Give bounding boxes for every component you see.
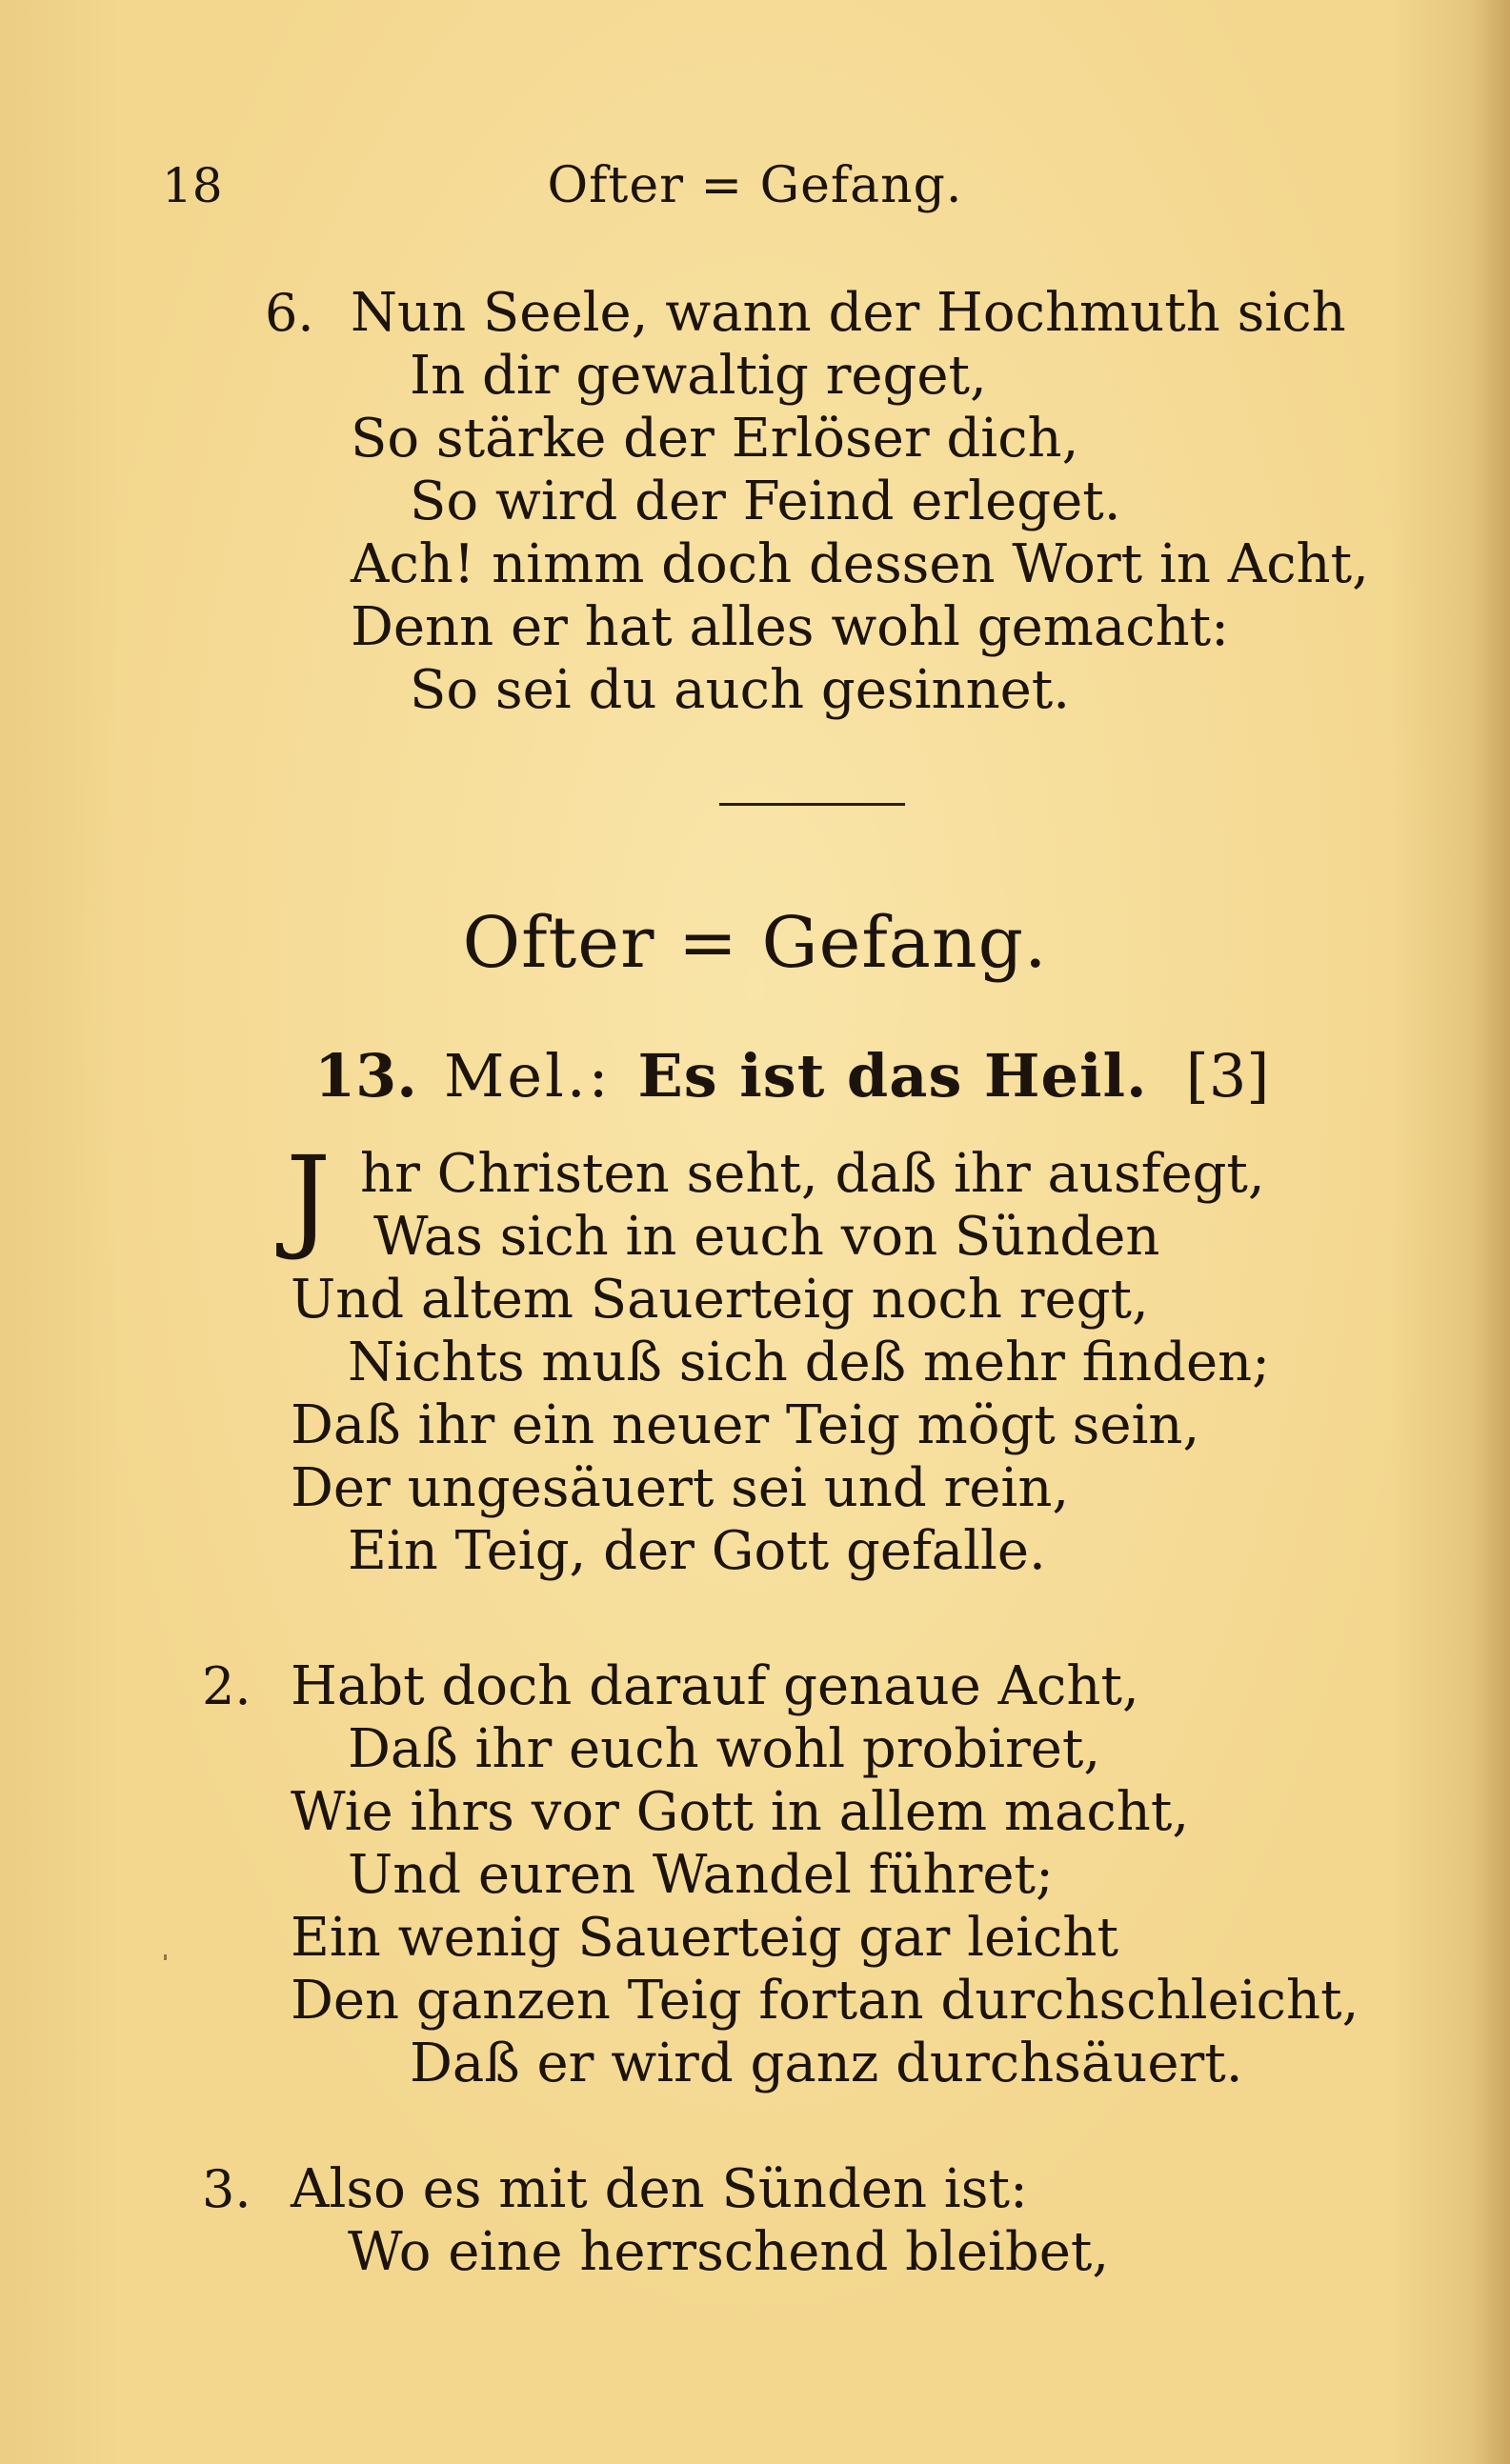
running-head: [162, 152, 1348, 219]
stanza-number: 3.: [202, 2159, 252, 2219]
print-speck: [164, 1954, 167, 1960]
verse-line: In dir gewaltig reget,: [410, 345, 987, 407]
page-edge-shadow: [1472, 0, 1510, 2464]
melody-tune: Es ist das Heil.: [637, 1041, 1148, 1111]
verse-line: Ein wenig Sauerteig gar leicht: [291, 1907, 1118, 1969]
section-divider: [719, 803, 905, 806]
verse-line: Wie ihrs vor Gott in allem macht,: [291, 1781, 1190, 1843]
verse-line: Nun Seele, wann der Hochmuth sich: [351, 282, 1346, 344]
verse-line: So stärke der Erlöser dich,: [351, 408, 1079, 470]
stanza-number: 6.: [265, 283, 314, 343]
verse-line: Daß ihr ein neuer Teig mögt sein,: [291, 1394, 1200, 1456]
verse-line: Ein Teig, der Gott gefalle.: [348, 1520, 1046, 1582]
verse-line: So sei du auch gesinnet.: [410, 659, 1071, 721]
verse-line: Ach! nimm doch dessen Wort in Acht,: [351, 533, 1369, 595]
verse-line: Und euren Wandel führet;: [348, 1844, 1054, 1906]
verse-line: Habt doch darauf genaue Acht,: [291, 1655, 1139, 1717]
stanza-number: 2.: [202, 1656, 252, 1716]
verse-line: Den ganzen Teig fortan durchschleicht,: [291, 1970, 1359, 2032]
verse-line: Wo eine herrschend bleibet,: [348, 2221, 1110, 2283]
verse-line: Nichts muß sich deß mehr finden;: [348, 1332, 1271, 1393]
verse-line: So wird der Feind erleget.: [410, 471, 1121, 532]
running-title: Ofter = Gefang.: [547, 157, 963, 214]
verse-line: Also es mit den Sünden ist:: [291, 2158, 1028, 2220]
page-number: 18: [162, 158, 223, 213]
verse-line: hr Christen seht, daß ihr ausfegt,: [360, 1143, 1265, 1205]
drop-cap: J: [286, 1132, 332, 1263]
verse-line: Daß ihr euch wohl probiret,: [348, 1718, 1101, 1780]
verse-line: Denn er hat alles wohl gemacht:: [351, 596, 1230, 658]
melody-reference: [3]: [1185, 1041, 1270, 1111]
melody-label: Mel.:: [443, 1041, 612, 1111]
hymn-number: 13.: [314, 1041, 417, 1111]
verse-line: Daß er wird ganz durchsäuert.: [410, 2033, 1243, 2094]
verse-line: Und altem Sauerteig noch regt,: [291, 1269, 1149, 1331]
verse-line: Was sich in euch von Sünden: [373, 1206, 1160, 1268]
hymn-title: Ofter = Gefang.: [462, 902, 1048, 984]
verse-line: Der ungesäuert sei und rein,: [291, 1457, 1070, 1519]
melody-line: [314, 1038, 1269, 1114]
